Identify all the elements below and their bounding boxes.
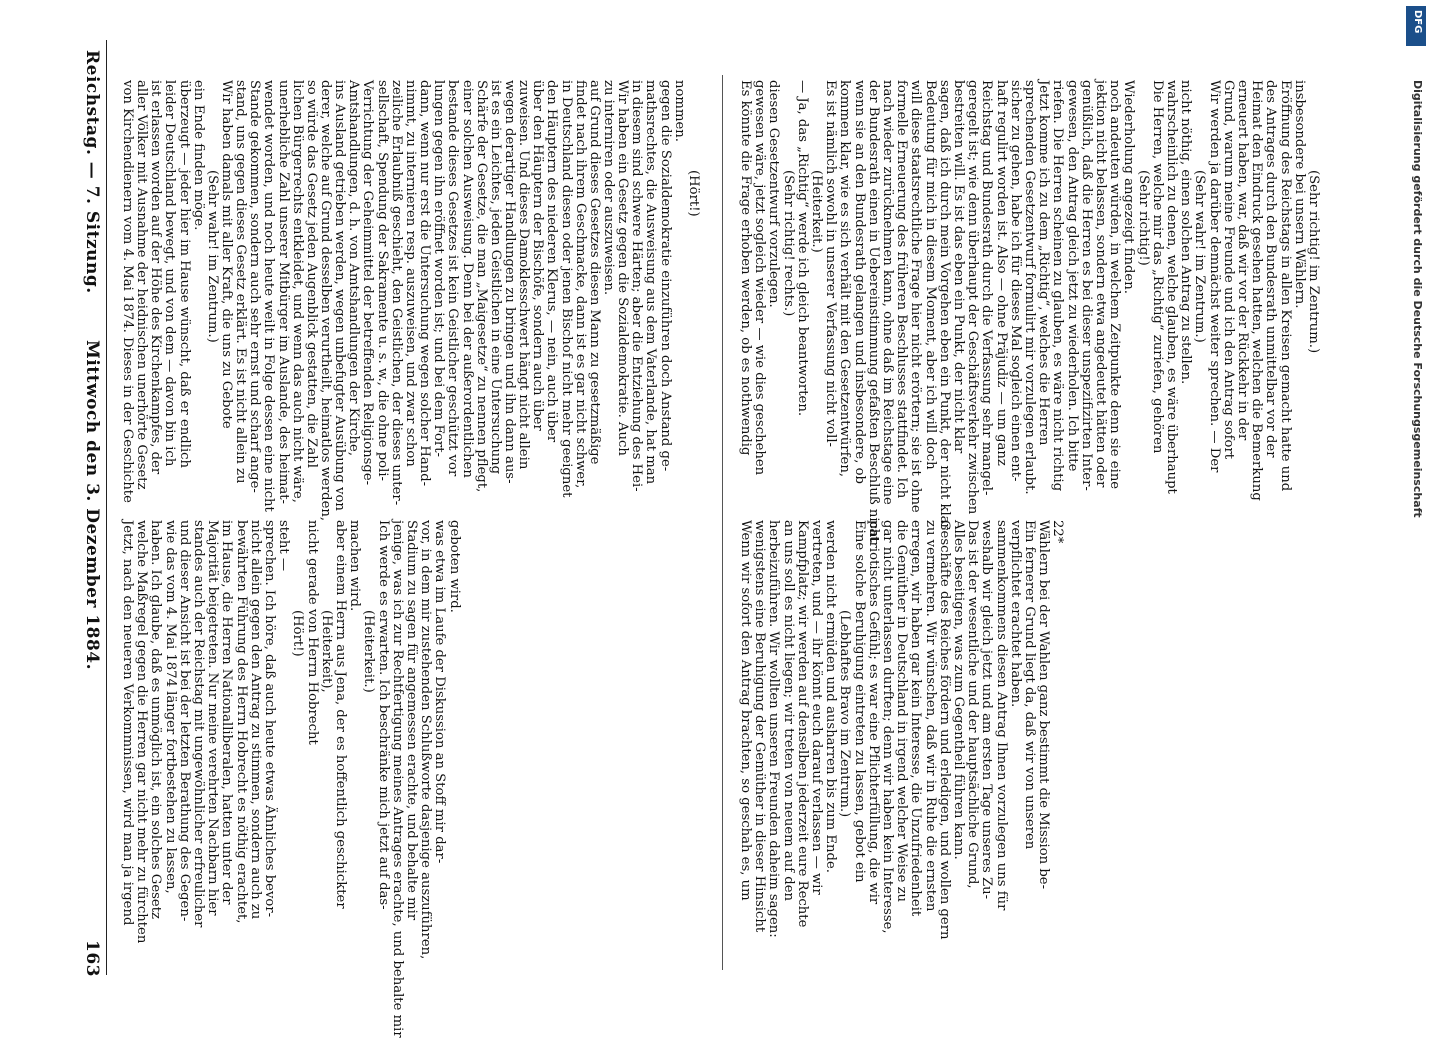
text-line-content: nommen. <box>671 80 687 142</box>
text-line-content: zu interniren oder auszuweisen. <box>600 80 616 296</box>
text-line-content: unerhebliche Zahl unserer Mitbürger im Auslande, des heimat- <box>275 80 291 504</box>
text-line-content: wahrscheinlich zu denen, welche glauben, es wäre überhaupt <box>1164 80 1179 494</box>
text-line-content: nicht gerade von Herrn Hobrecht <box>304 520 320 745</box>
text-line-content: nach wieder zurücknehmen kann, ohne daß im Reichstage eine <box>880 80 895 505</box>
text-line-content: (Sehr wahr! im Zentrum.) <box>204 170 220 343</box>
text-line-content: diesen Gesetzentwurf vorzulegen. <box>766 80 782 308</box>
text-line-content: jenige, was ich zur Rechtfertigung meines Antrages erachte, und behalte mir <box>389 520 405 1038</box>
text-line-content: gewesen, den Antrag gleich jetzt zu wiederholen. Ich bitte <box>1064 80 1080 472</box>
text-line-content: welche Maßregel gegen die Herren gar nicht mehr zu fürchten <box>134 520 150 944</box>
text-line-content: ein Ende finden möge. <box>190 80 206 231</box>
text-line-content: (Sehr richtig! im Zentrum.) <box>1306 170 1321 354</box>
text-line-content: einer solchen Ausweisung. Denn bei der außerordentlichen <box>459 80 475 478</box>
text-line-content: Jetzt, nach den neueren Verkommnissen, wird man ja irgend <box>120 520 135 926</box>
text-line-content: nicht allein gegen den Antrag zu stimmen, sondern auch zu <box>247 520 263 920</box>
text-line-content: Eröffnung des Reichstags in allen Kreisen gemacht hatte und <box>1277 80 1293 492</box>
text-line-content: noch andeuten würden, in welchem Zeitpunkte denn sie eine <box>1107 80 1123 490</box>
text-line-content: zeiliche Erlaubniß geschieht, den Geistlichen, der dieses unter- <box>388 80 404 506</box>
text-line-content: vertreten, und — ihr könnt euch darauf verlassen — wir <box>809 520 824 895</box>
text-line-content: stand, uns gegen dieses Gesetz erklärt. Es ist nicht allein zu <box>233 80 249 484</box>
text-line-content: geregelt ist; wie denn überhaupt der Geschäftsverkehr zwischen <box>965 80 981 515</box>
text-line-content: Wir haben ein Gesetz gegen die Sozialdemokratie. Auch <box>615 80 631 456</box>
text-line-content: die Gemüther in Deutschland in irgend welcher Weise zu <box>894 520 910 903</box>
text-line-content: zu vermehren. Wir wünschen, daß wir in Ruhe die ernsten <box>922 520 938 912</box>
text-line-content: sicher zu gehen, habe ich für dieses Mal sogleich einen ent- <box>1007 80 1023 482</box>
text-line-content: patriotisches Gefühl; es war eine Pflichterfüllung, die wir <box>865 520 881 905</box>
text-line-content: in diesem sind schwere Härten; aber die Entziehung des Hei- <box>629 80 645 492</box>
header-rule <box>106 40 107 975</box>
text-line-content: lungen gegen ihn eröffnet worden ist; und bei dem Fort- <box>431 80 447 457</box>
text-line-content: leider Deutschland bewegt, und von dem — davon bin ich <box>162 80 178 467</box>
text-line-content: wenn sie an den Bundesrath gelangen und insbesondere, ob <box>851 80 867 484</box>
text-line-content: was etwa im Laufe der Diskussion an Stoff mir dar- <box>432 520 448 864</box>
text-line-content: lichen Bürgerrechts entkleidet, und wenn das auch nicht wäre, <box>289 80 305 503</box>
text-line-content: von Kirchendienern vom 4. Mai 1874. Dieses in der Geschichte <box>120 80 135 503</box>
text-line-content: verpflichtet erachtet haben. <box>1007 520 1023 708</box>
text-line-content: gewesen wäre, jetzt sogleich wieder — wie dies geschehen <box>752 80 768 476</box>
text-line-content: Jetzt komme ich zu dem „Richtig“, welches die Herren <box>1036 80 1052 446</box>
text-line-content: genüßlich, daß die Herren es bei dieser unspezifizirten Inter- <box>1078 80 1094 491</box>
text-line-content: weshalb wir gleich jetzt und am ersten Tage unseres Zu- <box>979 520 995 900</box>
text-line-content: — Ja, das „Richtig“ werde ich gleich beantworten. <box>794 80 810 417</box>
page-number: 163 <box>82 940 102 977</box>
text-line-content: jektion nicht belassen, sondern etwa angedeutet hätten oder <box>1093 80 1108 488</box>
text-line-content: kommen klar, wie es sich verhält mit den Gesetzentwürfen, <box>837 80 853 478</box>
text-line-content: haft regulirt worden ist. Also — ohne Präjudiz — um ganz <box>993 80 1009 466</box>
text-line-content: Eine solche Beruhigung eintreten zu lassen, gebot ein <box>851 520 867 883</box>
text-line-content: Kampfplatz; wir werden auf denselben jederzeit eure Rechte <box>794 520 810 928</box>
document-page <box>40 20 1420 1038</box>
text-line-content: an uns soll es nicht liegen; wir treten von neuem auf den <box>780 520 796 902</box>
text-line-content: sagen, daß ich durch mein Vorgehen eben ein Punkt, der nicht klar <box>936 80 952 530</box>
text-line-content: (Hört!) <box>685 170 701 217</box>
text-line-content: überzeugt — jeder hier im Hause wünscht, daß er endlich <box>176 80 192 469</box>
text-line-content: will diese staatsrechtliche Frage hier nicht erörtern; sie ist ohne <box>908 80 924 513</box>
text-line-content: Geschäfte des Reiches fördern und erledigen, und wollen gern <box>936 520 952 940</box>
credit-text: Digitalisierung gefördert durch die Deutsche Forschungsgemeinschaft <box>1411 80 1424 518</box>
text-line-content: wendet worden, und noch heute weilt in Folge dessen eine nicht <box>261 80 277 512</box>
text-line-content: nimmt, zu internieren resp. auszuweisen, und zwar schon <box>402 80 418 467</box>
text-line-content: Das ist der wesentliche und der hauptsächliche Grund, <box>965 520 981 889</box>
text-line-content: Es ist nämlich sowohl in unserer Verfassung nicht voll- <box>823 80 839 448</box>
text-line-content: Reichstag und Bundesrath durch die Verfassung sehr mangel- <box>979 80 995 496</box>
text-line-content: haben. Ich glaube, daß es unmöglich ist, ein solches Gesetz <box>148 520 164 919</box>
text-line-content: bewährten Führung des Herrn Hobrecht es nöthig erachtet, <box>233 520 249 924</box>
text-line-content: über den Häuptern der Bischöfe, sondern auch über <box>530 80 546 431</box>
text-line-content: Wir werden ja darüber demnächst weiter sprechen. — Der <box>1206 80 1222 473</box>
text-line-content: findet nach ihrem Geschmacke, dann ist es gar nicht schwer, <box>572 80 588 489</box>
text-line-content: Grund, warum meine Freunde und ich den Antrag sofort <box>1220 80 1236 460</box>
text-line-content: Amtshandlungen, d. h. von Amtshandlungen der Kirche, <box>346 80 362 457</box>
text-line-content: standes auch der Reichstag mit ungewöhnlicher erfreulicher <box>191 520 206 928</box>
text-line-content: gar nicht unterlassen durften; denn wir haben kein Interesse, <box>880 520 895 934</box>
text-line-content: Ein fernerer Grund liegt da, daß wir von unseren <box>1022 520 1037 850</box>
column-divider <box>722 75 723 970</box>
text-line-content: gegen die Sozialdemokratie einzuführen doch Anstand ge- <box>657 80 673 472</box>
text-line-content: Heimat den Eindruck gesehen hatten, welchen die Bemerkung <box>1249 80 1265 501</box>
text-line-content: so würde das Gesetz jeden Augenblick gestatten, die Zahl <box>303 80 319 468</box>
text-line-content: des Antrages durch den Bundesrath unmittelbar vor der <box>1263 80 1279 458</box>
text-line-content: machen wird. <box>347 520 363 612</box>
text-line-content: Alles beseitigen, was zum Gegentheil führen kann. <box>951 520 966 860</box>
text-line-content: geboten wird. <box>446 520 462 613</box>
text-line-content: Stande gekommen, sondern auch sehr ernst und scharf ange- <box>247 80 263 493</box>
text-line-content: dann, wenn nur erst die Untersuchung wegen solcher Hand- <box>417 80 433 487</box>
text-line-content: und dieser Ansicht ist bei der letzten Berathung des Gegen- <box>176 520 192 922</box>
text-line-content: derer, welche auf Grund desselben verurtheilt, heimatlos werden, <box>318 80 334 522</box>
text-line-content: werden nicht ermüden und ausharren bis zum Ende. <box>823 520 839 873</box>
text-line-content: insbesondere bei unsern Wählern. <box>1291 80 1307 309</box>
text-line-content: Wiederholung angezeigt finden. <box>1121 80 1137 294</box>
text-line-content: sprechenden Gesetzentwurf formulirt mir vorzulegen erlaubt. <box>1022 80 1037 495</box>
text-column-left-lower <box>112 80 712 1038</box>
text-line-content: bestreiten will. Es ist das eben ein Punkt, der nicht klar <box>951 80 966 454</box>
text-line-content: (Heiterkeit.) <box>361 610 377 693</box>
text-line-content: formelle Erneuerung des früheren Beschlusses stattfindet. Ich <box>894 80 910 499</box>
text-line-content: herbeizuführen. Wir wollten unseren Freunden daheim sagen: <box>766 520 782 938</box>
text-line-content: Die Herren, welche mir das „Richtig“ zuriefen, gehören <box>1149 80 1165 454</box>
text-line-content: Schärfe der Gesetze, die man „Maigesetze“ zu nennen pflegt, <box>473 80 489 493</box>
text-line-content: Stadium zu sagen für angemessen erachte, und behalte mir <box>404 520 419 921</box>
text-line-content: aller Völker mit Ausnahme der heidnischen unerhörte Gesetz <box>134 80 150 490</box>
text-line-content: steht — <box>276 520 292 572</box>
text-line-content: nicht nöthig, einen solchen Antrag zu stellen. <box>1178 80 1194 385</box>
dfg-logo <box>1406 6 1426 46</box>
text-line-content: ins Ausland getrieben werden, wegen unbefugter Ausübung von <box>332 80 348 511</box>
page-header <box>76 40 102 990</box>
text-line-content: im Hause, die Herren Nationalliberalen, hatten unter der <box>219 520 235 905</box>
text-line-content: Es könnte die Frage erhoben werden, ob es nothwendig <box>738 80 753 456</box>
text-line-content: ist es ein Leichtes, jeden Geistlichen in eine Untersuchung <box>487 80 503 475</box>
text-line-content: ist erlassen worden auf der Höhe des Kirchenkampfes, der <box>148 80 164 475</box>
dfg-logo-text: DFG <box>1412 10 1423 34</box>
digitization-credit <box>1404 10 1426 990</box>
text-column-right-lower <box>730 80 1350 980</box>
text-line-content: aber einem Herrn aus Jena, der es hoffentlich geschickter <box>333 520 348 909</box>
text-line-content: (Sehr wahr! im Zentrum.) <box>1192 170 1208 343</box>
text-line-content: riefen. Die Herren scheinen zu glauben, es wäre nicht richtig <box>1050 80 1066 492</box>
text-line-content: mathsrechtes, die Ausweisung aus dem Vaterlande, hat man <box>643 80 659 485</box>
text-line-content: bestande dieses Gesetzes ist kein Geistlicher geschützt vor <box>445 80 461 477</box>
text-line-content: vor, in dem mir zustehenden Schlußworte dasjenige auszuführen, <box>418 520 434 960</box>
text-line-content: wie das vom 4. Mai 1874 länger fortbestehen zu lassen, <box>162 520 178 894</box>
text-line-content: zuweisen. Und dieses Damoklesschwert hängt nicht allein <box>516 80 532 470</box>
header-session: Reichstag. — 7. Sitzung. <box>82 50 102 294</box>
text-line-content: Ich werde es erwarten. Ich beschränke mich jetzt auf das- <box>375 520 391 910</box>
text-line-content: Majorität beigetreten. Nur meine verehrten Nachbarn hier <box>205 520 221 916</box>
text-line-content: erregen, wir haben gar kein Interesse, die Unzufriedenheit <box>908 520 924 917</box>
text-line-content: der Bundesrath einen in Uebereinstimmung gefaßten Beschluß nicht <box>865 80 881 543</box>
text-line-content: sammenkommens diesen Antrag Ihnen vorzulegen uns für <box>993 520 1009 911</box>
text-line-content: Wenn wir sofort den Antrag brachten, so geschah es, um <box>738 520 753 901</box>
text-line-content: Wir haben damals mit aller Kraft, die uns zu Gebote <box>219 80 235 429</box>
text-line-content: wenigstens eine Beruhigung der Gemüther in dieser Hinsicht <box>752 520 768 933</box>
text-line-content: 22* <box>1050 520 1066 544</box>
text-line-content: Wählern bei der Wahlen ganz bestimmt die Mission be- <box>1036 520 1052 890</box>
text-line-content: in Deutschland diesen oder jenen Bischof nicht mehr geeignet <box>558 80 574 498</box>
text-line-content: erneuert haben, war, daß wir vor der Rückkehr in der <box>1235 80 1250 441</box>
text-line-content: (Lebhaftes Bravo im Zentrum.) <box>837 610 853 818</box>
text-line-content: (Sehr richtig!) <box>1135 170 1151 266</box>
text-line-content: (Heiterkeit.) <box>809 170 824 253</box>
text-line-content: sellschaft, Spendung der Sakramente u. s. w., die ohne poli- <box>374 80 390 481</box>
text-line-content: den Häuptern des niederen Klerus, — nein, auch über <box>544 80 560 443</box>
text-line-content: Bedeutung für mich in diesem Moment, aber ich will doch <box>922 80 938 470</box>
text-line-content: Verrichtung der Geheimmittel der betreffenden Religionsge- <box>360 80 376 486</box>
text-line-content: (Sehr richtig! rechts.) <box>780 170 796 317</box>
text-line-content: wegen derartiger Handlungen zu bringen und ihn dann aus- <box>501 80 517 484</box>
text-line-content: sprechen. Ich höre, daß auch heute etwas Ähnliches bevor- <box>262 520 277 918</box>
text-line-content: (Hört!) <box>290 610 306 657</box>
text-line-content: auf Grund dieses Gesetzes diesen Mann zu gesetzmäßige <box>586 80 602 465</box>
text-line-content: (Heiterkeit), <box>318 610 334 693</box>
header-date: Mittwoch den 3. Dezember 1884. <box>82 340 102 671</box>
